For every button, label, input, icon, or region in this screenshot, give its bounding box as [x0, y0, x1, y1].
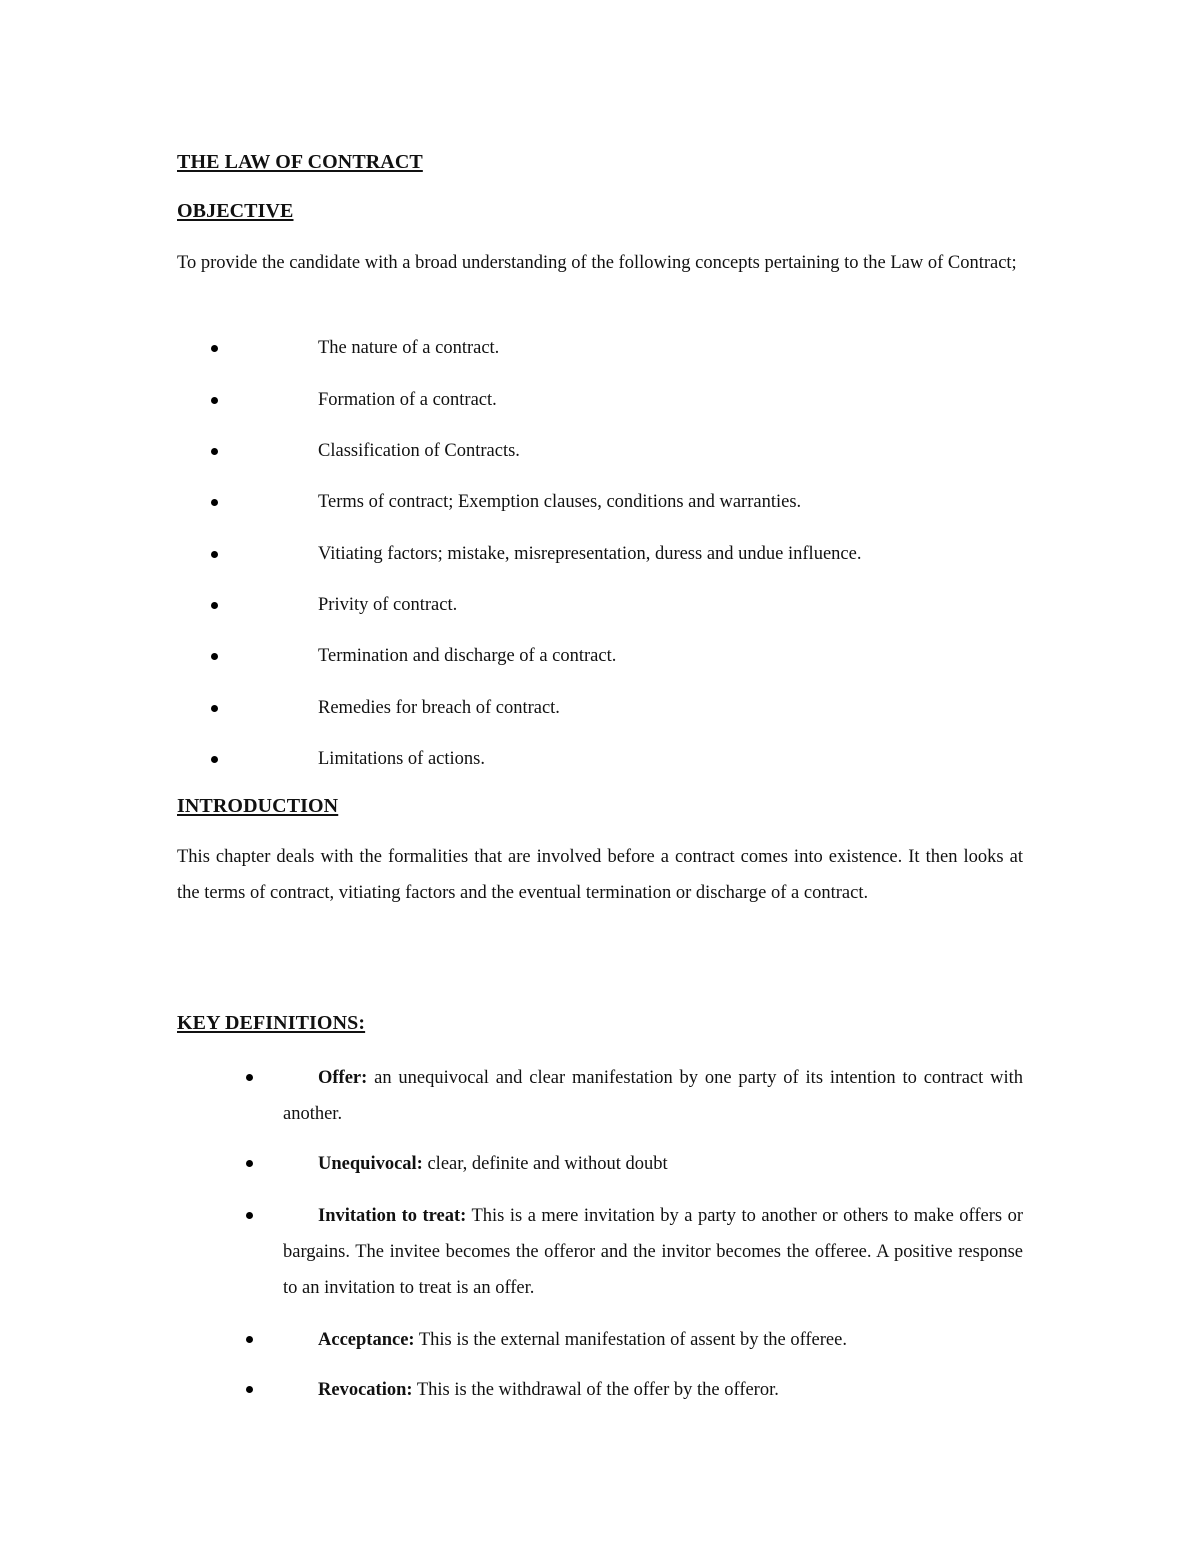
list-item-text: The nature of a contract.: [318, 338, 500, 358]
definition-text: This is the external manifestation of assent by the offeree.: [414, 1330, 847, 1350]
list-item: [0, 441, 1200, 469]
list-item-text: Privity of contract.: [318, 595, 458, 615]
bullet-icon: [211, 602, 218, 609]
introduction-text: This chapter deals with the formalities that are involved before a contract comes into existence. It then looks at the terms of contract, vitiating factors and the eventual termination or discharge of a contract.: [177, 847, 1023, 903]
list-item: [0, 698, 1200, 726]
bullet-icon: [211, 448, 218, 455]
document-title: THE LAW OF CONTRACT: [177, 151, 423, 173]
definition-term: Invitation to treat:: [318, 1206, 467, 1226]
bullet-icon: [211, 499, 218, 506]
list-item-text: Vitiating factors; mistake, misrepresentation, duress and undue influence.: [318, 544, 862, 564]
list-item-text: Termination and discharge of a contract.: [318, 646, 617, 666]
bullet-icon: [211, 345, 218, 352]
definition-term: Acceptance:: [318, 1330, 415, 1350]
bullet-icon: [211, 756, 218, 763]
definition-term: Unequivocal:: [318, 1154, 423, 1174]
introduction-heading: INTRODUCTION: [177, 795, 339, 817]
list-item: [0, 749, 1200, 777]
list-item-text: Terms of contract; Exemption clauses, conditions and warranties.: [318, 492, 802, 512]
list-item-text: Limitations of actions.: [318, 749, 485, 769]
bullet-icon: [211, 551, 218, 558]
objective-intro: To provide the candidate with a broad understanding of the following concepts pertaining to the Law of Contract;: [177, 253, 1017, 273]
list-item: [0, 544, 1200, 572]
list-item: [0, 595, 1200, 623]
list-item-text: Formation of a contract.: [318, 390, 497, 410]
definition-text: clear, definite and without doubt: [422, 1154, 668, 1174]
list-item: [0, 338, 1200, 366]
list-item: [0, 646, 1200, 674]
definition-text: This is a mere invitation by a party to another or others to make offers or bargains. The invitee becomes the offeror and the invitor becomes the offeree. A positive response to an invitation to treat is an offer.: [283, 1206, 1024, 1298]
bullet-icon: [246, 1336, 253, 1343]
list-item-text: Remedies for breach of contract.: [318, 698, 560, 718]
list-item: [0, 492, 1200, 520]
definition-text: an unequivocal and clear manifestation by one party of its intention to contract with another.: [283, 1068, 1023, 1124]
bullet-icon: [211, 397, 218, 404]
key-definitions-heading: KEY DEFINITIONS:: [177, 1012, 366, 1034]
bullet-icon: [211, 705, 218, 712]
definition-term: Revocation:: [318, 1380, 413, 1400]
bullet-icon: [246, 1160, 253, 1167]
definition-term: Offer:: [318, 1068, 368, 1088]
objective-heading: OBJECTIVE: [177, 200, 294, 222]
bullet-icon: [246, 1074, 253, 1081]
bullet-icon: [246, 1212, 253, 1219]
definition-text: This is the withdrawal of the offer by the offeror.: [412, 1380, 779, 1400]
bullet-icon: [246, 1386, 253, 1393]
bullet-icon: [211, 653, 218, 660]
list-item-text: Classification of Contracts.: [318, 441, 520, 461]
list-item: [0, 390, 1200, 418]
